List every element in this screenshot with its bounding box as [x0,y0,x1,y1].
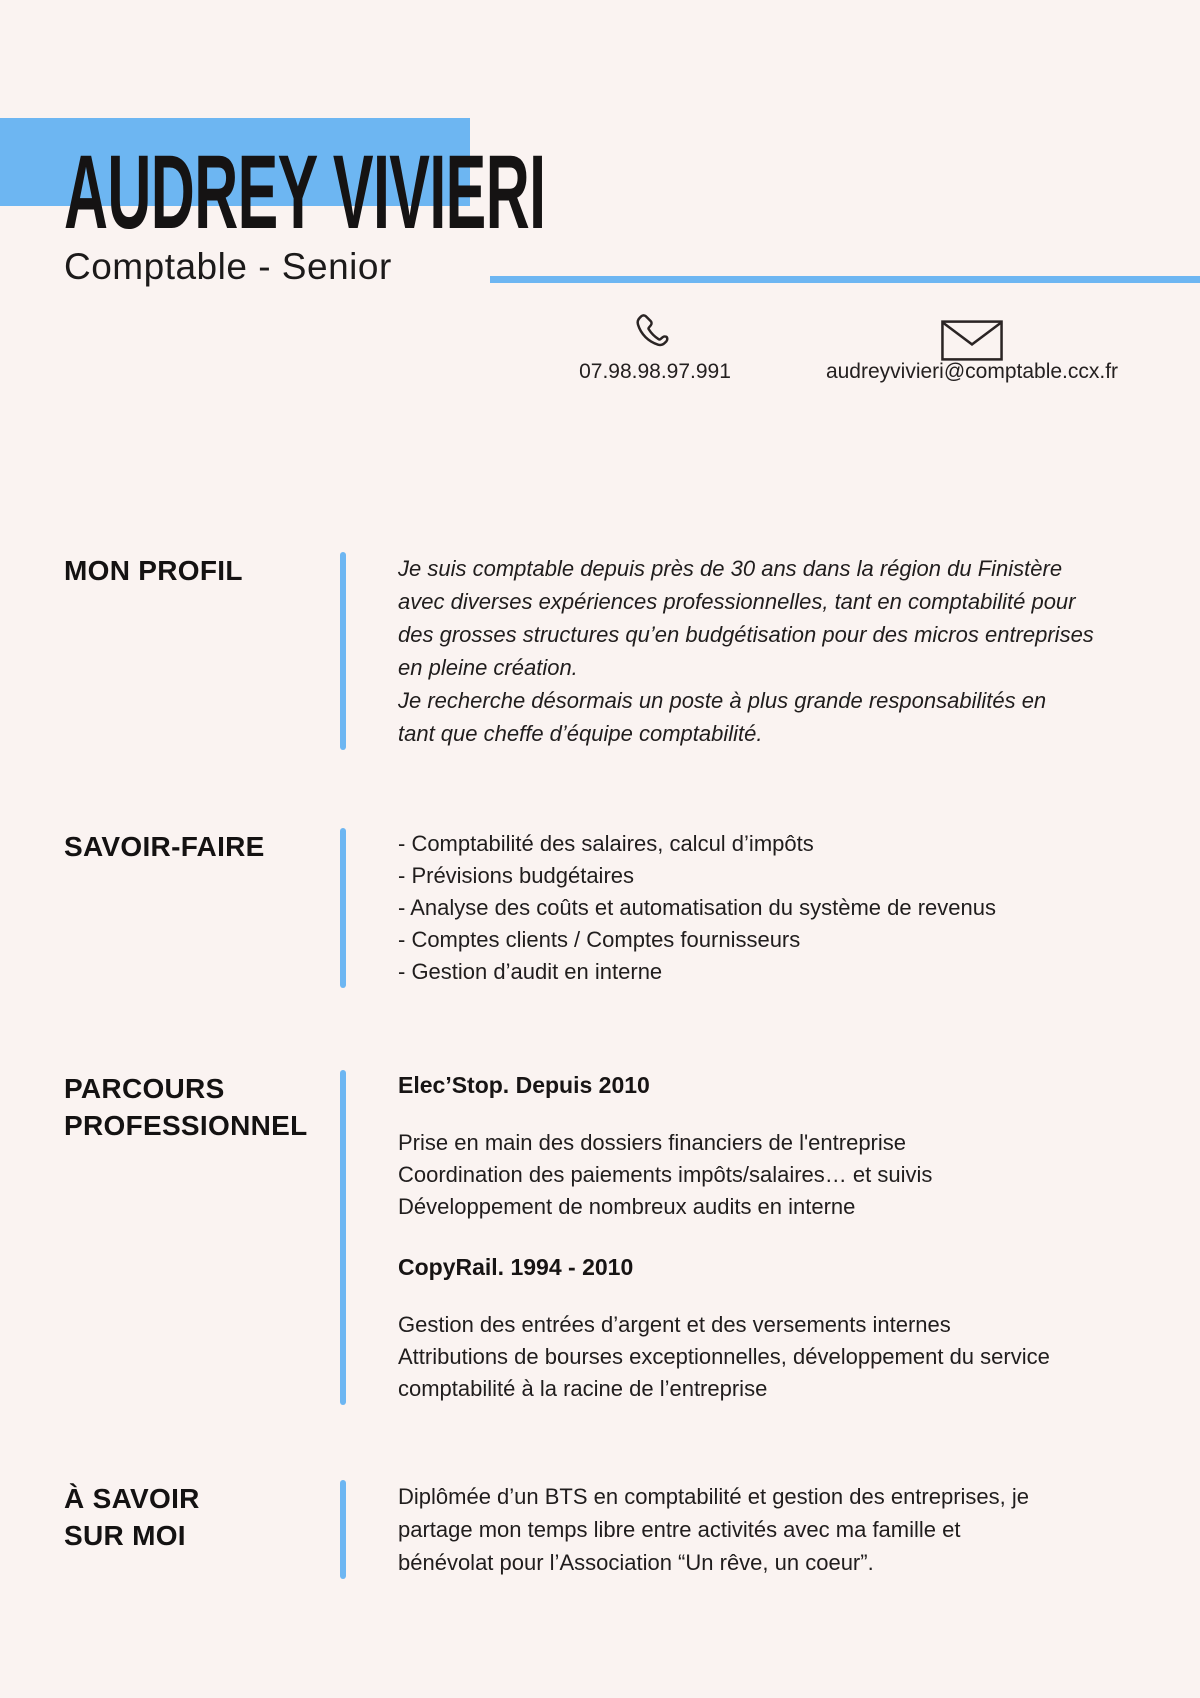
job-description-line: Prise en main des dossiers financiers de l'entreprise [398,1130,906,1155]
job-description-line: Coordination des paiements impôts/salaires… et suivis [398,1162,933,1187]
profil-line: Je recherche désormais un poste à plus grande responsabilités en [398,688,1047,713]
section-heading-a-savoir [64,1480,340,1579]
job-description-line: Gestion des entrées d’argent et des versements internes [398,1312,951,1337]
phone-icon [627,303,685,361]
section-heading-parcours [64,1070,340,1405]
job-title-subtitle: Comptable - Senior [64,246,392,287]
section-heading-profil [64,552,340,750]
section-parcours [64,1070,1154,1405]
section-savoir-faire [64,828,1154,988]
skill-item: - Comptes clients / Comptes fournisseurs [398,927,801,952]
profil-line: avec diverses expériences professionnelles, tant en comptabilité pour [398,589,1076,614]
section-accent-bar [340,1480,346,1579]
parcours-content [398,1070,1098,1405]
job-description-line: Attributions de bourses exceptionnelles, développement du service [398,1344,1050,1369]
section-heading-text: SAVOIR-FAIRE [64,831,265,862]
job-description-line: Développement de nombreux audits en interne [398,1194,856,1219]
savoir-faire-list [398,828,1098,988]
section-heading-text: À SAVOIR SUR MOI [64,1483,200,1551]
mail-icon [941,320,1003,361]
section-accent-bar [340,1070,346,1405]
job-entry-description [398,1127,1098,1223]
job-description-line: comptabilité à la racine de l’entreprise [398,1376,768,1401]
skill-item: - Comptabilité des salaires, calcul d’impôts [398,831,814,856]
section-heading-savoir-faire [64,828,340,988]
a-savoir-text [398,1480,1098,1579]
job-entry-title: Elec’Stop. Depuis 2010 [398,1072,650,1098]
section-a-savoir [64,1480,1154,1579]
profil-line: en pleine création. [398,655,578,680]
email-address: audreyvivieri@comptable.ccx.fr [825,360,1119,383]
profil-line: Je suis comptable depuis près de 30 ans dans la région du Finistère [398,556,1063,581]
a-savoir-line: partage mon temps libre entre activités avec ma famille et [398,1517,961,1542]
section-heading-text: PARCOURS PROFESSIONNEL [64,1073,308,1141]
skill-item: - Analyse des coûts et automatisation du système de revenus [398,895,996,920]
person-name: AUDREY VIVIERI [64,134,546,251]
header-divider-line [490,276,1200,283]
profil-line: des grosses structures qu’en budgétisation pour des micros entreprises [398,622,1094,647]
section-accent-bar [340,828,346,988]
a-savoir-line: Diplômée d’un BTS en comptabilité et gestion des entreprises, je [398,1484,1030,1509]
section-accent-bar [340,552,346,750]
section-profil [64,552,1154,750]
job-entry-title: CopyRail. 1994 - 2010 [398,1254,634,1280]
job-entry [398,1070,1098,1223]
skill-item: - Gestion d’audit en interne [398,959,663,984]
profil-text [398,552,1098,750]
phone-number: 07.98.98.97.991 [579,360,731,383]
job-entry [398,1252,1098,1405]
job-entry-description [398,1309,1098,1405]
profil-line: tant que cheffe d’équipe comptabilité. [398,721,763,746]
skill-item: - Prévisions budgétaires [398,863,635,888]
a-savoir-line: bénévolat pour l’Association “Un rêve, un coeur”. [398,1550,874,1575]
section-heading-text: MON PROFIL [64,555,243,586]
